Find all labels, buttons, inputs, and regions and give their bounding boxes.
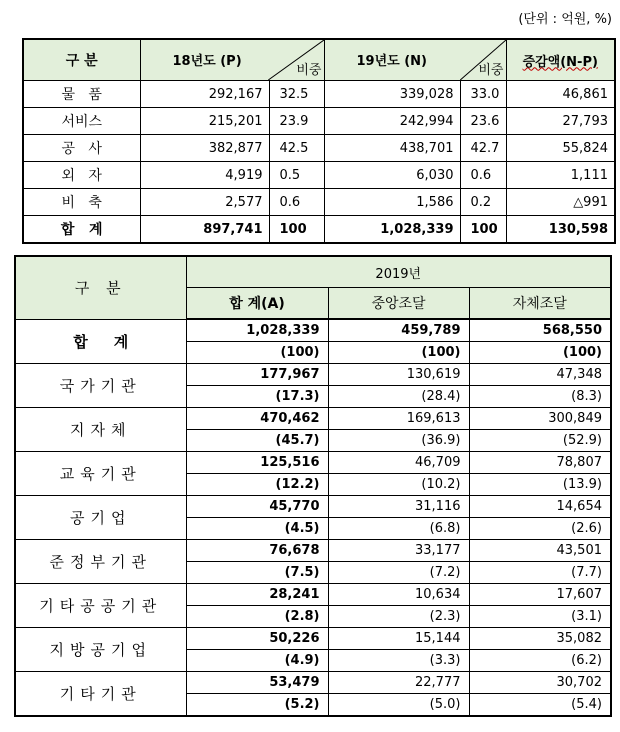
- total-s18: 100: [269, 216, 324, 244]
- breakdown-self-pct: (100): [469, 342, 611, 364]
- row-y18: 215,201: [140, 108, 269, 135]
- header-diff: [506, 39, 615, 81]
- breakdown-row-values: [15, 496, 611, 518]
- breakdown-central-pct: (6.8): [328, 518, 469, 540]
- breakdown-total-value: 53,479: [186, 672, 328, 694]
- breakdown-total-pct: (7.5): [186, 562, 328, 584]
- total-s19: 100: [460, 216, 506, 244]
- row-s19: 23.6: [460, 108, 506, 135]
- row-y19: 6,030: [324, 162, 460, 189]
- breakdown-self-pct: (8.3): [469, 386, 611, 408]
- row-s18: 0.6: [269, 189, 324, 216]
- breakdown-row-values: [15, 452, 611, 474]
- header-y18-label: 18년도 (P): [172, 54, 242, 69]
- summary-row: [23, 189, 615, 216]
- breakdown-central-pct: (10.2): [328, 474, 469, 496]
- unit-label: (단위 : 억원, %): [518, 12, 612, 27]
- breakdown-total-value: 50,226: [186, 628, 328, 650]
- breakdown-total-pct: (2.8): [186, 606, 328, 628]
- header-share1-label: 비중: [296, 63, 322, 78]
- row-diff: 55,824: [506, 135, 615, 162]
- breakdown-central-pct: (2.3): [328, 606, 469, 628]
- row-s18: 32.5: [269, 81, 324, 108]
- row-s19: 0.2: [460, 189, 506, 216]
- summary-row: [23, 162, 615, 189]
- breakdown-row-values: [15, 628, 611, 650]
- breakdown-self-value: 568,550: [469, 319, 611, 342]
- summary-row: [23, 81, 615, 108]
- breakdown-central-value: 31,116: [328, 496, 469, 518]
- breakdown-self-value: 14,654: [469, 496, 611, 518]
- breakdown-row-values: [15, 319, 611, 342]
- row-name: 물 품: [23, 81, 140, 108]
- row-s18: 23.9: [269, 108, 324, 135]
- header-y19: [324, 39, 506, 81]
- breakdown-self-pct: (7.7): [469, 562, 611, 584]
- breakdown-central-value: 22,777: [328, 672, 469, 694]
- breakdown-row-values: [15, 364, 611, 386]
- breakdown-total-value: 125,516: [186, 452, 328, 474]
- breakdown-central-pct: (7.2): [328, 562, 469, 584]
- breakdown-total-value: 1,028,339: [186, 319, 328, 342]
- row-y19: 1,586: [324, 189, 460, 216]
- row-y18: 382,877: [140, 135, 269, 162]
- breakdown-central-pct: (36.9): [328, 430, 469, 452]
- summary-table: [22, 38, 616, 244]
- breakdown-central-value: 169,613: [328, 408, 469, 430]
- breakdown-row-values: [15, 584, 611, 606]
- breakdown-total-value: 28,241: [186, 584, 328, 606]
- breakdown-self-pct: (2.6): [469, 518, 611, 540]
- row-y19: 438,701: [324, 135, 460, 162]
- summary-row: [23, 135, 615, 162]
- row-name: 외 자: [23, 162, 140, 189]
- row-name: 서비스: [23, 108, 140, 135]
- breakdown-self-value: 35,082: [469, 628, 611, 650]
- total-y19: 1,028,339: [324, 216, 460, 244]
- breakdown-category: 지방공기업: [15, 628, 186, 672]
- breakdown-total-pct: (4.5): [186, 518, 328, 540]
- breakdown-category-header: 구 분: [15, 256, 186, 319]
- row-diff: 27,793: [506, 108, 615, 135]
- breakdown-central-pct: (5.0): [328, 694, 469, 717]
- breakdown-central-value: 46,709: [328, 452, 469, 474]
- breakdown-central-pct: (3.3): [328, 650, 469, 672]
- breakdown-total-value: 177,967: [186, 364, 328, 386]
- row-s19: 33.0: [460, 81, 506, 108]
- row-y18: 2,577: [140, 189, 269, 216]
- breakdown-category: 공기업: [15, 496, 186, 540]
- row-name: 공 사: [23, 135, 140, 162]
- breakdown-central-value: 33,177: [328, 540, 469, 562]
- breakdown-self-value: 47,348: [469, 364, 611, 386]
- breakdown-category: 국가기관: [15, 364, 186, 408]
- summary-total-row: [23, 216, 615, 244]
- breakdown-central-value: 15,144: [328, 628, 469, 650]
- row-diff: 1,111: [506, 162, 615, 189]
- breakdown-category: 지자체: [15, 408, 186, 452]
- row-y19: 242,994: [324, 108, 460, 135]
- row-s19: 0.6: [460, 162, 506, 189]
- header-y18: [140, 39, 324, 81]
- row-y18: 4,919: [140, 162, 269, 189]
- breakdown-self-value: 43,501: [469, 540, 611, 562]
- breakdown-total-value: 76,678: [186, 540, 328, 562]
- row-name: 비 축: [23, 189, 140, 216]
- breakdown-row-values: [15, 408, 611, 430]
- row-diff: 46,861: [506, 81, 615, 108]
- row-s18: 42.5: [269, 135, 324, 162]
- header-y19-label: 19년도 (N): [356, 54, 427, 69]
- breakdown-central-value: 10,634: [328, 584, 469, 606]
- breakdown-table: [14, 255, 612, 717]
- breakdown-total-pct: (100): [186, 342, 328, 364]
- breakdown-self-value: 17,607: [469, 584, 611, 606]
- total-diff: 130,598: [506, 216, 615, 244]
- breakdown-total-pct: (5.2): [186, 694, 328, 717]
- breakdown-self-value: 78,807: [469, 452, 611, 474]
- breakdown-total-pct: (45.7): [186, 430, 328, 452]
- breakdown-central-value: 459,789: [328, 319, 469, 342]
- col-central-header: 중앙조달: [328, 288, 469, 320]
- header-share2-label: 비중: [478, 63, 504, 78]
- breakdown-self-pct: (13.9): [469, 474, 611, 496]
- breakdown-total-pct: (17.3): [186, 386, 328, 408]
- breakdown-central-pct: (100): [328, 342, 469, 364]
- breakdown-total-value: 45,770: [186, 496, 328, 518]
- total-name: 합 계: [23, 216, 140, 244]
- breakdown-category: 기타기관: [15, 672, 186, 717]
- row-y19: 339,028: [324, 81, 460, 108]
- breakdown-self-pct: (3.1): [469, 606, 611, 628]
- breakdown-year-header: 2019년: [186, 256, 611, 288]
- row-y18: 292,167: [140, 81, 269, 108]
- breakdown-total-value: 470,462: [186, 408, 328, 430]
- breakdown-total-pct: (4.9): [186, 650, 328, 672]
- header-diff-label: 증감액(N-P): [522, 54, 598, 70]
- col-total-header: 합 계(A): [186, 288, 328, 320]
- col-self-header: 자체조달: [469, 288, 611, 320]
- summary-row: [23, 108, 615, 135]
- header-category: 구 분: [23, 39, 140, 81]
- summary-header-row: [23, 39, 615, 81]
- breakdown-self-pct: (52.9): [469, 430, 611, 452]
- total-y18: 897,741: [140, 216, 269, 244]
- breakdown-central-value: 130,619: [328, 364, 469, 386]
- breakdown-self-pct: (6.2): [469, 650, 611, 672]
- breakdown-central-pct: (28.4): [328, 386, 469, 408]
- breakdown-row-values: [15, 672, 611, 694]
- breakdown-category: 준정부기관: [15, 540, 186, 584]
- row-s18: 0.5: [269, 162, 324, 189]
- breakdown-row-values: [15, 540, 611, 562]
- breakdown-total-pct: (12.2): [186, 474, 328, 496]
- breakdown-category: 교육기관: [15, 452, 186, 496]
- breakdown-self-pct: (5.4): [469, 694, 611, 717]
- breakdown-category: 합 계: [15, 319, 186, 364]
- breakdown-header-row1: [15, 256, 611, 288]
- breakdown-category: 기타공공기관: [15, 584, 186, 628]
- breakdown-self-value: 30,702: [469, 672, 611, 694]
- row-s19: 42.7: [460, 135, 506, 162]
- breakdown-self-value: 300,849: [469, 408, 611, 430]
- row-diff: △991: [506, 189, 615, 216]
